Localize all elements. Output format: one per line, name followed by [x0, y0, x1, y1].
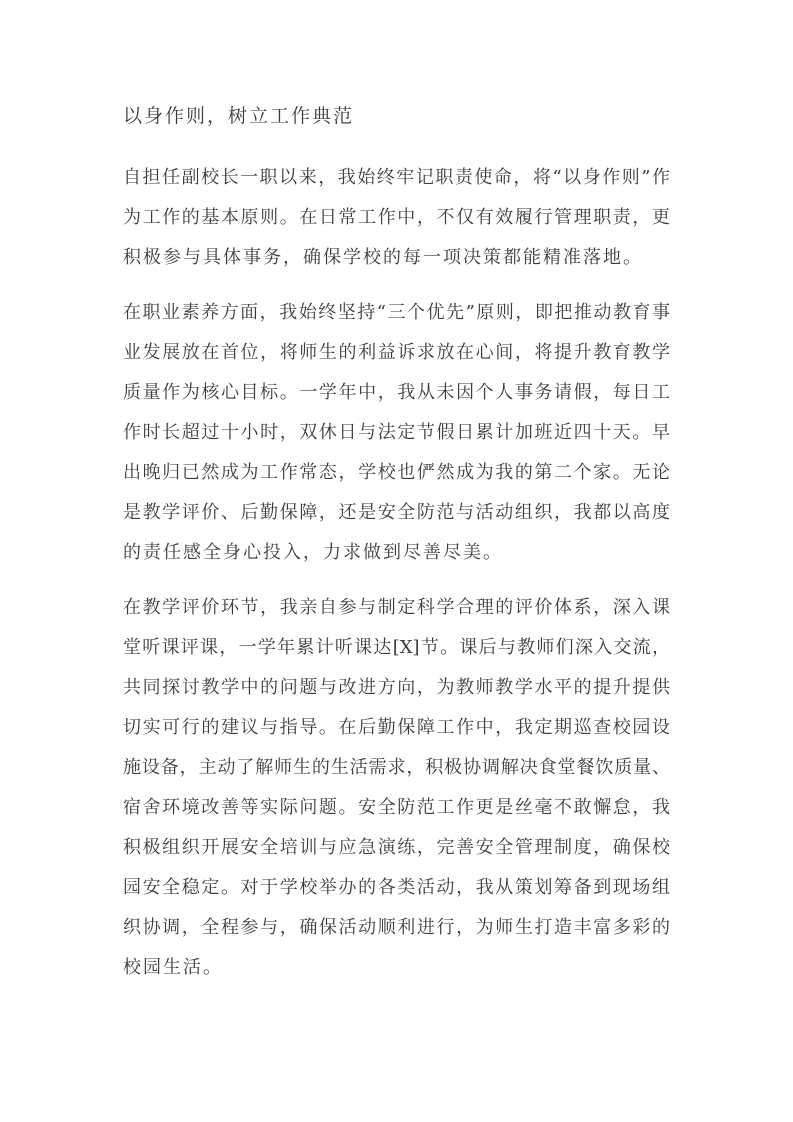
- text-line: 为工作的基本原则。在日常工作中，不仅有效履行管理职责，更: [123, 207, 670, 228]
- text-line: 宿舍环境改善等实际问题。安全防范工作更是丝毫不敢懈怠，我: [123, 797, 670, 818]
- text-line: 作时长超过十小时，双休日与法定节假日累计加班近四十天。早: [123, 422, 670, 443]
- text-line: 堂听课评课，一学年累计听课达[X]节。课后与教师们深入交流，: [123, 637, 670, 658]
- text-line: 校园生活。: [123, 957, 223, 978]
- text-line: 在职业素养方面，我始终坚持“三个优先”原则，即把推动教育事: [123, 302, 670, 323]
- paragraph: [123, 158, 670, 278]
- text-line: 园安全稳定。对于学校举办的各类活动，我从策划筹备到现场组: [123, 877, 670, 898]
- paragraph: [123, 293, 670, 573]
- text-line: 的责任感全身心投入，力求做到尽善尽美。: [123, 542, 503, 563]
- text-line: 施设备，主动了解师生的生活需求，积极协调解决食堂餐饮质量、: [123, 757, 670, 778]
- document-title: 以身作则，树立工作典范: [123, 105, 355, 127]
- text-line: 出晚归已然成为工作常态，学校也俨然成为我的第二个家。无论: [123, 462, 670, 483]
- text-line: 共同探讨教学中的问题与改进方向，为教师教学水平的提升提供: [123, 677, 670, 698]
- text-line: 织协调，全程参与，确保活动顺利进行，为师生打造丰富多彩的: [123, 917, 670, 938]
- text-line: 在教学评价环节，我亲自参与制定科学合理的评价体系，深入课: [123, 597, 670, 618]
- paragraph: [123, 588, 670, 988]
- text-line: 切实可行的建议与指导。在后勤保障工作中，我定期巡查校园设: [123, 717, 670, 738]
- text-line: 自担任副校长一职以来，我始终牢记职责使命，将“以身作则”作: [123, 167, 670, 188]
- text-line: 积极组织开展安全培训与应急演练，完善安全管理制度，确保校: [123, 837, 670, 858]
- text-line: 业发展放在首位，将师生的利益诉求放在心间，将提升教育教学: [123, 342, 670, 363]
- text-line: 质量作为核心目标。一学年中，我从未因个人事务请假，每日工: [123, 382, 670, 403]
- text-line: 积极参与具体事务，确保学校的每一项决策都能精准落地。: [123, 247, 643, 268]
- text-line: 是教学评价、后勤保障，还是安全防范与活动组织，我都以高度: [123, 502, 670, 523]
